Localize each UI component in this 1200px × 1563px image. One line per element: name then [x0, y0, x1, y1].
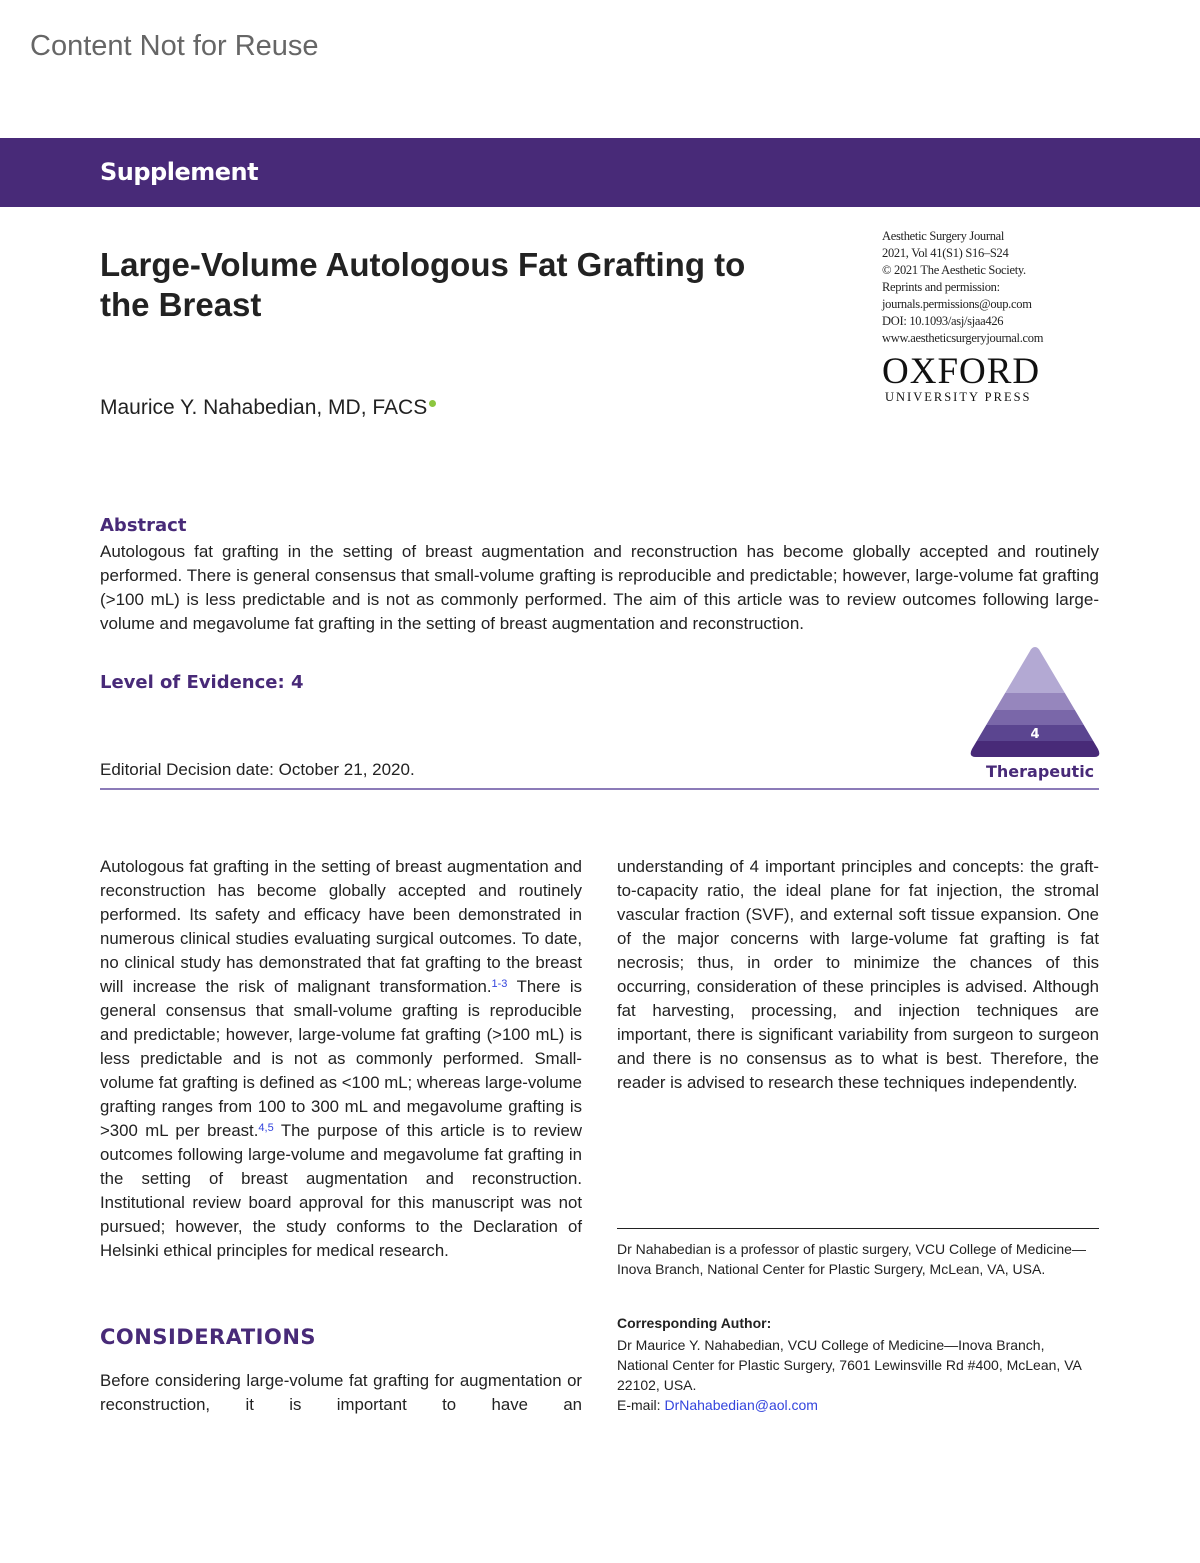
- journal-line: 2021, Vol 41(S1) S16–S24: [882, 246, 1009, 260]
- author-bio: Dr Nahabedian is a professor of plastic surgery, VCU College of Medicine—Inova Branch, National Center for Plastic Surgery, McLean, VA, USA.: [617, 1241, 1086, 1277]
- banner-label: Supplement: [100, 158, 259, 186]
- journal-line: © 2021 The Aesthetic Society.: [882, 263, 1026, 277]
- author: [100, 396, 436, 420]
- abstract-heading: Abstract: [100, 515, 187, 536]
- citation-link[interactable]: 4,5: [258, 1122, 274, 1134]
- article-title: Large-Volume Autologous Fat Grafting to the Breast: [100, 246, 746, 323]
- journal-line: Aesthetic Surgery Journal: [882, 229, 1005, 243]
- level-of-evidence: Level of Evidence: 4: [100, 672, 304, 693]
- journal-info: [882, 228, 1043, 347]
- author-name: Maurice Y. Nahabedian, MD, FACS: [100, 396, 428, 419]
- corresponding-author-heading: Corresponding Author:: [617, 1315, 772, 1331]
- journal-line: www.aestheticsurgeryjournal.com: [882, 331, 1044, 345]
- journal-line: Reprints and permission:: [882, 280, 1000, 294]
- corresponding-author: [617, 1335, 1099, 1415]
- body-paragraph: understanding of 4 important principles and concepts: the graft-to-capacity ratio, the ideal plane for fat injection, the stromal vascular fraction (SVF), and external soft tissue expansion. One of the major concerns with large-volume fat grafting is fat necrosis; thus, in order to minimize the chances of this occurring, consideration of these principles is advised. Although fat harvesting, processing, and injection techniques are important, there is significant variability from surgeon to surgeon and there is no consensus as to what is best. Therefore, the reader is advised to research these techniques independently.: [617, 857, 1099, 1092]
- publisher-logo-sub: UNIVERSITY PRESS: [885, 390, 1032, 404]
- email-link[interactable]: DrNahabedian@aol.com: [664, 1397, 818, 1413]
- section-banner: [0, 138, 1200, 207]
- footnote-divider: [617, 1228, 1099, 1229]
- body-paragraph: Before considering large-volume fat grafting for augmentation or reconstruction, it is important to have an: [100, 1371, 582, 1414]
- decision-date: Editorial Decision date: October 21, 2020.: [100, 760, 415, 779]
- corr-address: Dr Maurice Y. Nahabedian, VCU College of Medicine—Inova Branch, National Center for Plastic Surgery, 7601 Lewinsville Rd #400, McLean, VA 22102, USA.: [617, 1337, 1082, 1393]
- evidence-pyramid-icon: [968, 645, 1102, 761]
- divider: [100, 788, 1099, 790]
- body-paragraph: [100, 855, 582, 1263]
- publisher-logo: OXFORD: [882, 351, 1041, 392]
- evidence-level-number: 4: [1030, 727, 1040, 742]
- email-label: E-mail:: [617, 1397, 665, 1413]
- section-heading: CONSIDERATIONS: [100, 1325, 317, 1349]
- citation-link[interactable]: 1-3: [491, 978, 508, 990]
- abstract-text: Autologous fat grafting in the setting of breast augmentation and reconstruction has become globally accepted and routinely performed. There is general consensus that small-volume grafting is reproducible and predictable; however, large-volume fat grafting (>100 mL) is less predictable and is not as commonly performed. The aim of this article was to review outcomes following large-volume and megavolume fat grafting in the setting of breast augmentation and reconstruction.: [100, 542, 1099, 633]
- watermark: Content Not for Reuse: [30, 30, 319, 62]
- text: The purpose of this article is to review outcomes following large-volume and megavolume fat grafting in the setting of breast augmentation and reconstruction. Institutional review board approval for this manuscript was not pursued; however, the study conforms to the Declaration of Helsinki ethical principles for medical research.: [100, 1121, 582, 1260]
- journal-line: DOI: 10.1093/asj/sjaa426: [882, 314, 1004, 328]
- text: Autologous fat grafting in the setting of breast augmentation and reconstruction has become globally accepted and routinely performed. Its safety and efficacy have been demonstrated in numerous clinical studies evaluating surgical outcomes. To date, no clinical study has demonstrated that fat grafting to the breast will increase the risk of malignant transformation.: [100, 857, 582, 996]
- text: There is general consensus that small-volume grafting is reproducible and predictable; however, large-volume fat grafting (>100 mL) is less predictable and is not as commonly performed. Small-volume fat grafting is defined as <100 mL; whereas large-volume grafting ranges from 100 to 300 mL and megavolume grafting is >300 mL per breast.: [100, 977, 582, 1140]
- journal-line: journals.permissions@oup.com: [882, 297, 1032, 311]
- evidence-type: Therapeutic: [986, 762, 1095, 781]
- orcid-icon[interactable]: [429, 400, 436, 407]
